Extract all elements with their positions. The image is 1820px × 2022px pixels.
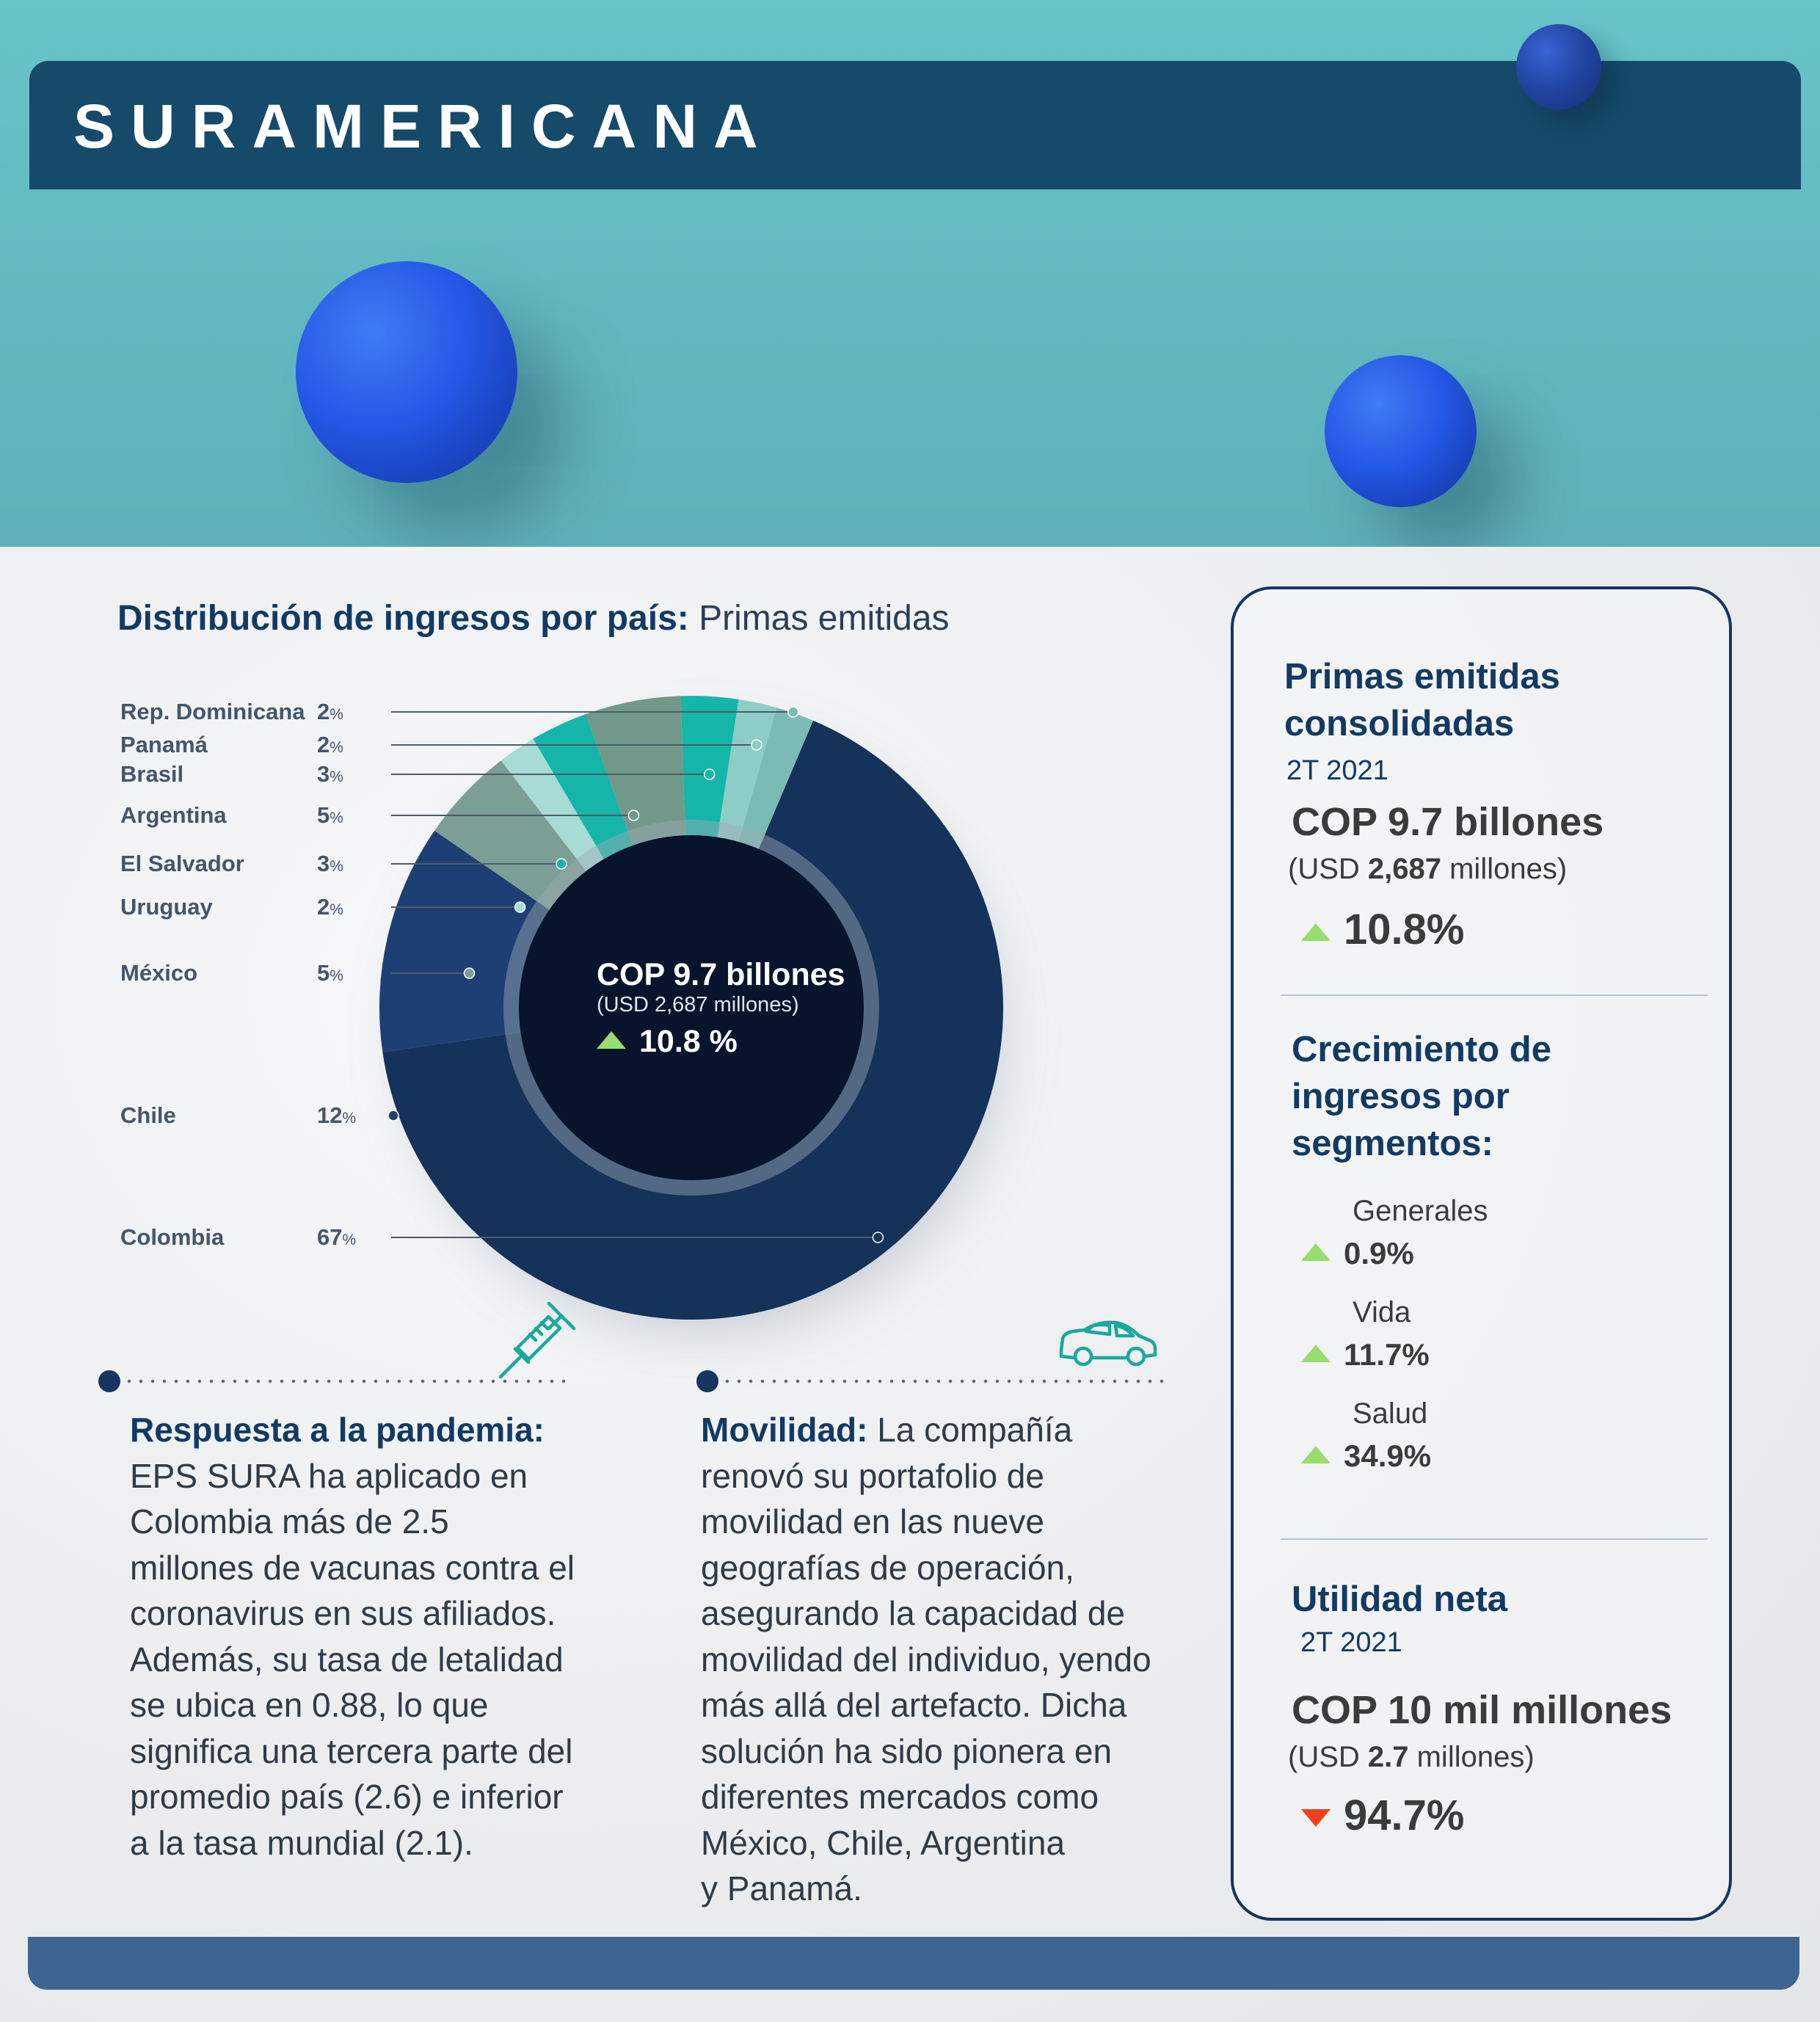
- text-line: coronavirus en sus afiliados.: [130, 1594, 556, 1632]
- text-line: diferentes mercados como: [701, 1778, 1099, 1816]
- legend-percentage: [317, 851, 343, 877]
- primas-title: [1284, 653, 1695, 747]
- chart-center-growth-value: 10.8 %: [639, 1024, 738, 1059]
- chart-center-sub: (USD 2,687 millones): [597, 993, 799, 1017]
- text-line: asegurando la capacidad de: [701, 1594, 1126, 1632]
- arrow-up-icon: [1301, 1446, 1331, 1463]
- leader-dot: [705, 769, 715, 779]
- legend-percentage-value: 5: [317, 960, 330, 986]
- text-line: se ubica en 0.88, lo que: [130, 1686, 489, 1724]
- utilidad-usd-value: 2.7: [1367, 1741, 1409, 1773]
- text-line: Además, su tasa de letalidad: [130, 1640, 564, 1679]
- legend-percentage-unit: %: [330, 901, 343, 918]
- text-line: renovó su portafolio de: [701, 1456, 1044, 1495]
- leader-dot: [464, 968, 474, 978]
- legend-label: Uruguay: [120, 894, 213, 920]
- text-line: movilidad del individuo, yendo: [701, 1640, 1151, 1679]
- arrow-down-icon: [1301, 1809, 1331, 1827]
- primas-usd-prefix: (USD: [1288, 853, 1368, 885]
- legend-percentage-value: 3: [317, 851, 330, 876]
- leader-dot: [751, 740, 762, 750]
- crecimiento-title-line: ingresos por: [1292, 1077, 1510, 1116]
- page-title: SURAMERICANA: [73, 92, 774, 161]
- syringe-icon: [498, 1298, 580, 1380]
- utilidad-period: 2T 2021: [1300, 1627, 1402, 1658]
- leader-dot: [556, 859, 567, 869]
- segment-value-text: 34.9%: [1344, 1439, 1432, 1473]
- legend-percentage-unit: %: [330, 967, 343, 984]
- legend-percentage: [317, 1224, 356, 1251]
- card-divider: [1281, 1538, 1708, 1540]
- primas-title-line: consolidadas: [1284, 704, 1515, 743]
- arrow-up-icon: [1301, 1243, 1331, 1261]
- segment-name: Generales: [1353, 1195, 1488, 1227]
- text-line: más allá del artefacto. Dicha: [701, 1686, 1127, 1724]
- primas-growth: [1301, 905, 1464, 954]
- segment-value: [1301, 1236, 1414, 1271]
- arrow-up-icon: [597, 1031, 626, 1049]
- legend-percentage-value: 12: [317, 1102, 343, 1128]
- legend-percentage-unit: %: [330, 810, 343, 826]
- crecimiento-title-line: Crecimiento de: [1292, 1030, 1551, 1069]
- utilidad-growth: [1301, 1791, 1464, 1840]
- text-line: promedio país (2.6) e inferior: [130, 1778, 564, 1816]
- dotted-divider: [123, 1379, 571, 1383]
- legend-label: Rep. Dominicana: [120, 699, 305, 724]
- pandemia-title: Respuesta a la pandemia:: [130, 1411, 545, 1449]
- leader-dot: [628, 810, 638, 821]
- text-line: a la tasa mundial (2.1).: [130, 1823, 473, 1862]
- chart-center-value: COP 9.7 billones: [597, 957, 845, 992]
- chart-center-growth: [597, 1024, 845, 1060]
- legend-percentage-unit: %: [330, 739, 343, 756]
- legend-percentage-value: 2: [317, 699, 330, 724]
- utilidad-growth-value: 94.7%: [1344, 1792, 1465, 1839]
- primas-value: COP 9.7 billones: [1292, 800, 1604, 844]
- legend-percentage: [317, 802, 343, 829]
- legend-percentage-value: 3: [317, 761, 330, 787]
- text-line: solución ha sido pionera en: [701, 1731, 1113, 1770]
- segment-value-text: 0.9%: [1344, 1236, 1414, 1270]
- primas-usd-suffix: millones): [1441, 853, 1568, 885]
- leader-dot: [873, 1232, 883, 1243]
- primas-title-line: Primas emitidas: [1284, 657, 1560, 697]
- utilidad-title: Utilidad neta: [1292, 1579, 1508, 1619]
- segment-value-text: 11.7%: [1344, 1337, 1430, 1372]
- arrow-up-icon: [1301, 923, 1331, 941]
- legend-label: México: [120, 960, 198, 986]
- text-line: México, Chile, Argentina: [701, 1823, 1066, 1862]
- dotted-divider: [721, 1379, 1171, 1383]
- section-dot: [98, 1370, 120, 1392]
- leader-dot: [388, 1110, 398, 1121]
- primas-usd: [1288, 853, 1567, 886]
- legend-percentage: [317, 761, 343, 788]
- legend-percentage-value: 67: [317, 1224, 343, 1250]
- chart-center-label: [597, 956, 845, 1060]
- text-line: geografías de operación,: [701, 1548, 1074, 1587]
- card-divider: [1281, 994, 1708, 996]
- legend-percentage-unit: %: [330, 706, 343, 723]
- pandemia-text: [130, 1407, 629, 1866]
- legend-label: Colombia: [120, 1224, 225, 1250]
- text-line: Colombia más de 2.5: [130, 1502, 449, 1541]
- movilidad-text: [701, 1407, 1229, 1912]
- legend-percentage-unit: %: [342, 1110, 357, 1127]
- section-dot: [696, 1370, 718, 1392]
- legend-percentage: [317, 732, 343, 758]
- legend-percentage-unit: %: [330, 768, 343, 785]
- text-line: millones de vacunas contra el: [130, 1548, 575, 1587]
- car-icon: [1057, 1318, 1160, 1371]
- primas-growth-value: 10.8%: [1344, 906, 1465, 953]
- legend-label: El Salvador: [120, 851, 244, 876]
- movilidad-first-line: La compañía: [867, 1411, 1073, 1449]
- legend-percentage: [317, 1102, 356, 1129]
- crecimiento-title-line: segmentos:: [1292, 1124, 1494, 1163]
- utilidad-usd-suffix: millones): [1408, 1741, 1535, 1773]
- segment-name: Salud: [1353, 1397, 1428, 1430]
- leader-dot: [515, 902, 525, 912]
- arrow-up-icon: [1301, 1345, 1331, 1362]
- legend-percentage-value: 5: [317, 802, 330, 828]
- legend-percentage-value: 2: [317, 894, 330, 920]
- text-line: EPS SURA ha aplicado en: [130, 1456, 528, 1495]
- legend-label: Chile: [120, 1102, 176, 1128]
- legend-percentage-unit: %: [342, 1232, 357, 1248]
- utilidad-usd: [1288, 1741, 1535, 1774]
- chart-heading-light: Primas emitidas: [699, 599, 950, 638]
- segment-value: [1301, 1337, 1430, 1372]
- legend-label: Brasil: [120, 761, 184, 787]
- utilidad-value: COP 10 mil millones: [1292, 1688, 1672, 1732]
- utilidad-usd-prefix: (USD: [1288, 1741, 1368, 1773]
- text-line: significa una tercera parte del: [130, 1731, 573, 1770]
- legend-percentage: [317, 960, 343, 986]
- primas-usd-value: 2,687: [1367, 853, 1441, 885]
- text-line: y Panamá.: [701, 1869, 862, 1908]
- legend-percentage-value: 2: [317, 732, 330, 757]
- leader-dot: [788, 707, 798, 717]
- segment-value: [1301, 1439, 1431, 1474]
- segment-name: Vida: [1353, 1296, 1411, 1328]
- chart-heading-bold: Distribución de ingresos por país:: [117, 599, 689, 638]
- primas-period: 2T 2021: [1286, 755, 1388, 786]
- footer-bar: [28, 1937, 1799, 1990]
- movilidad-title: Movilidad:: [701, 1411, 868, 1449]
- legend-label: Panamá: [120, 732, 208, 757]
- legend-percentage: [317, 699, 343, 725]
- crecimiento-title: [1292, 1026, 1703, 1167]
- legend-percentage: [317, 894, 343, 920]
- legend-label: Argentina: [120, 802, 227, 828]
- legend-percentage-unit: %: [330, 858, 343, 875]
- text-line: movilidad en las nueve: [701, 1502, 1044, 1541]
